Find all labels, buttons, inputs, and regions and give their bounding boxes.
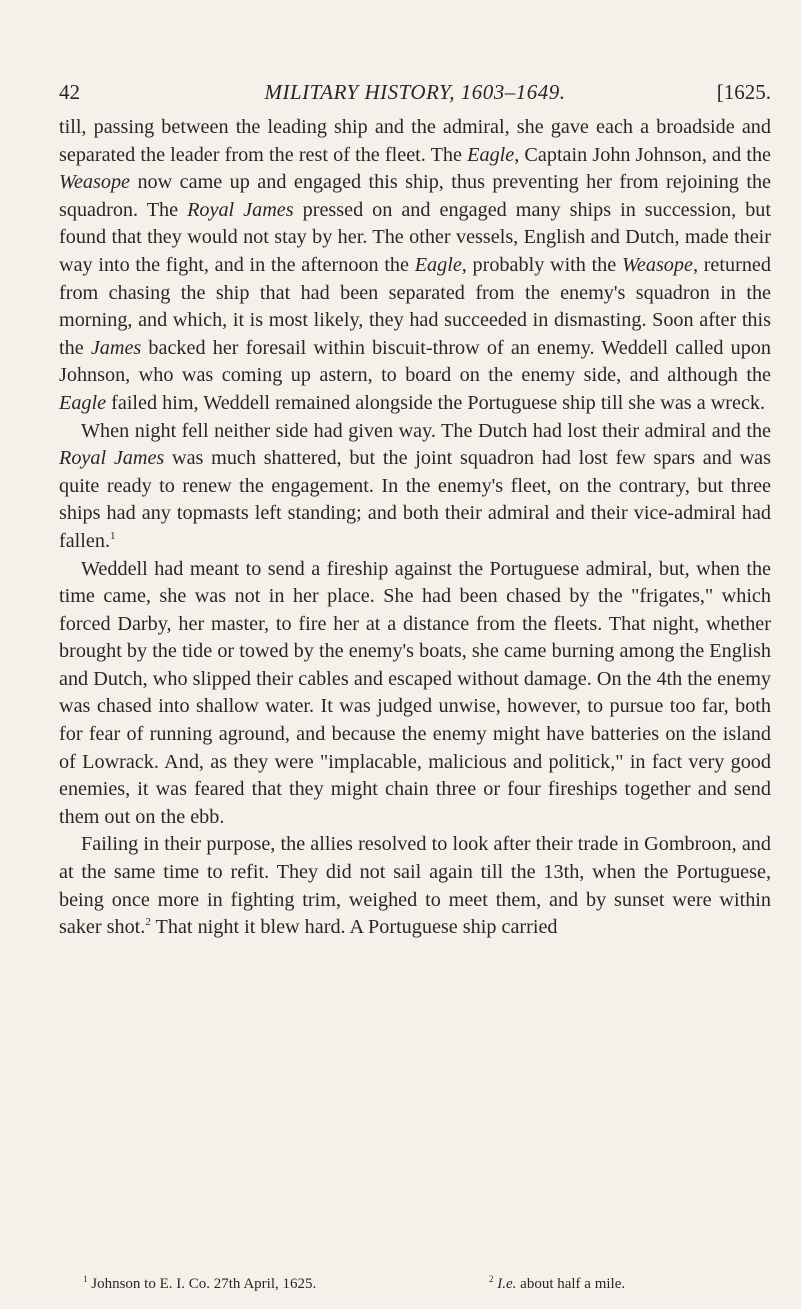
paragraph-3: Weddell had meant to send a fireship against the Portuguese admiral, but, when the time came, she was not in her place. She had been chased by the "frigates," which forced Darby, her master, to fire her at a distance from the fleets. That night, whether brought by the tide or towed by the enemy's boats, she came burning among the English and Dutch, who slipped their cables and escaped without damage. On the 4th the enemy was chased into shallow water. It was judged unwise, however, to pursue too far, both for fear of running aground, and because the enemy might have batteries on the island of Lowrack. And, as they were "implacable, malicious and politick," in fact very good enemies, it was feared that they might chain three or four fireships together and send them out on the ebb. bbox=[59, 557, 771, 828]
footnote-mark-1: 1 bbox=[110, 529, 116, 542]
running-year: [1625. bbox=[716, 80, 771, 104]
paragraph-4: Failing in their purpose, the allies resolved to look after their trade in Gombroon, and at the same time to refit. They did not sail again till the 13th, when the Portuguese, being once more in fighting trim, weighed to meet them, and by sunset were within saker shot.$^2$ That night it blew hard. A Portuguese ship carried bbox=[59, 833, 771, 939]
paragraph-2: When night fell neither side had given way. The Dutch had lost their admiral and the Royal James was much shattered, but the joint squadron had lost few spars and was quite ready to renew the engagement. In the enemy's fleet, on the contrary, but three ships had any topmasts left standing; and both their admiral and their vice-admiral had fallen.$^1$ bbox=[59, 419, 771, 552]
body-text bbox=[59, 114, 771, 942]
running-title: MILITARY HISTORY, 1603–1649. bbox=[264, 80, 566, 104]
footnote-2: $^2$ I.e. about half a mile. bbox=[489, 1274, 626, 1292]
footnote-mark-2: 2 bbox=[145, 916, 151, 929]
paragraph-1: till, passing between the leading ship and the admiral, she gave each a broadside and separated the leader from the rest of the fleet. The Eagle, Captain John Johnson, and the Weasope now came up and engaged this ship, thus preventing her from rejoining the squadron. The Royal James pressed on and engaged many ships in succession, but found that they would not stay by her. The other vessels, English and Dutch, made their way into the fight, and in the afternoon the Eagle, probably with the Weasope, returned from chasing the ship that had been separated from the enemy's squadron in the morning, and which, it is most likely, they had succeeded in dismasting. Soon after this the James backed her foresail within biscuit-throw of an enemy. Weddell called upon Johnson, who was coming up astern, to board on the enemy side, and although the Eagle failed him, Weddell remained alongside the Portuguese ship till she was a wreck. bbox=[59, 116, 771, 414]
footnote-1: $^1$ Johnson to E. I. Co. 27th April, 1625. bbox=[83, 1274, 317, 1292]
page-number: 42 bbox=[59, 80, 80, 104]
running-head bbox=[59, 80, 771, 110]
